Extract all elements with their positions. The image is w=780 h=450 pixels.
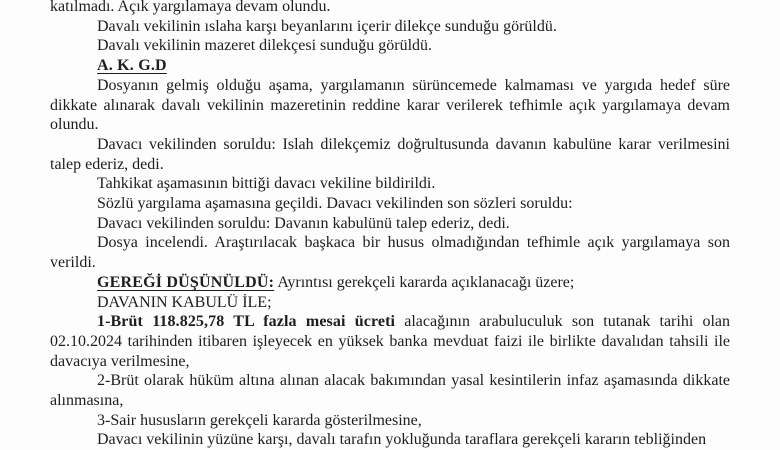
paragraph-tahkikat-bitti-segment-0: Tahkikat aşamasının bittiği davacı vekiline bildirildi. bbox=[97, 175, 436, 193]
paragraph-islah-beyan bbox=[50, 17, 730, 37]
heading-geregi-dusunuldu-segment-0: GEREĞİ DÜŞÜNÜLDÜ: bbox=[97, 273, 275, 291]
ruling-item-1 bbox=[50, 312, 730, 371]
heading-geregi-dusunuldu-segment-1: Ayrıntısı gerekçeli kararda açıklanacağı üzere; bbox=[274, 273, 575, 291]
paragraph-dosya-incelendi-segment-0: Dosya incelendi. Araştırılacak başkaca bir husus olmadığından tefhimle açık yargılamaya son verildi. bbox=[50, 234, 730, 272]
paragraph-davaci-islah-talep bbox=[50, 135, 730, 174]
paragraph-son-soz-segment-0: Davacı vekilinden soruldu: Davanın kabulünü talep ederiz, dedi. bbox=[97, 214, 510, 232]
paragraph-son-soz bbox=[50, 214, 730, 234]
paragraph-davaci-islah-talep-segment-0: Davacı vekilinden soruldu: Islah dilekçemiz doğrultusunda davanın kabulüne karar verilmesini talep ederiz, dedi. bbox=[50, 135, 730, 173]
ruling-item-3-segment-0: 3-Sair hususların gerekçeli kararda gösterilmesine, bbox=[97, 411, 422, 429]
paragraph-continuation-top-segment-0: katılmadı. Açık yargılamaya devam olundu. bbox=[50, 0, 331, 15]
paragraph-sozlu-yargilama-segment-0: Sözlü yargılama aşamasına geçildi. Davacı vekilinden son sözleri soruldu: bbox=[97, 195, 573, 213]
paragraph-sozlu-yargilama bbox=[50, 194, 730, 214]
paragraph-teblig-bottom-segment-0: Davacı vekilinin yüzüne karşı, davalı tarafın yokluğunda taraflara gerekçeli kararın tebliğinden bbox=[97, 431, 707, 449]
paragraph-mazeret-reddi-segment-0: Dosyanın gelmiş olduğu aşama, yargılamanın sürüncemede kalmaması ve yargıda hedef süre dikkate alınarak davalı vekilinin mazeretinin reddine karar verilerek tefhimle açık yargılamaya devam olundu. bbox=[50, 76, 730, 134]
ruling-item-1-segment-1: alacağının arabuluculuk son tutanak tarihi olan 02.10.2024 tarihinden itibaren işleyecek en yüksek banka mevduat faizi ile birlikte davalıdan tahsili ile davacıya verilmesine, bbox=[50, 313, 731, 370]
paragraph-mazeret-dilekce bbox=[50, 36, 730, 56]
heading-akgd bbox=[50, 56, 730, 76]
ruling-item-3 bbox=[50, 411, 730, 431]
paragraph-davanin-kabulu-segment-0: DAVANIN KABULÜ İLE; bbox=[97, 293, 272, 311]
heading-geregi-dusunuldu bbox=[50, 273, 730, 293]
ruling-item-1-segment-0: 1-Brüt 118.825,78 TL fazla mesai ücreti bbox=[97, 313, 396, 331]
ruling-item-2 bbox=[50, 371, 730, 410]
paragraph-teblig-bottom bbox=[50, 430, 730, 450]
ruling-item-2-segment-0: 2-Brüt olarak hüküm altına alınan alacak bakımından yasal kesintilerin infaz aşamasında dikkate alınmasına, bbox=[50, 372, 730, 410]
paragraph-mazeret-reddi bbox=[50, 76, 730, 135]
heading-akgd-segment-0: A. K. G.D bbox=[97, 57, 167, 75]
paragraph-mazeret-dilekce-segment-0: Davalı vekilinin mazeret dilekçesi sunduğu görüldü. bbox=[97, 37, 433, 55]
paragraph-tahkikat-bitti bbox=[50, 174, 730, 194]
paragraph-davanin-kabulu bbox=[50, 293, 730, 313]
paragraph-dosya-incelendi bbox=[50, 233, 730, 272]
paragraph-continuation-top bbox=[50, 0, 730, 17]
paragraph-islah-beyan-segment-0: Davalı vekilinin ıslaha karşı beyanlarını içerir dilekçe sunduğu görüldü. bbox=[97, 17, 557, 35]
